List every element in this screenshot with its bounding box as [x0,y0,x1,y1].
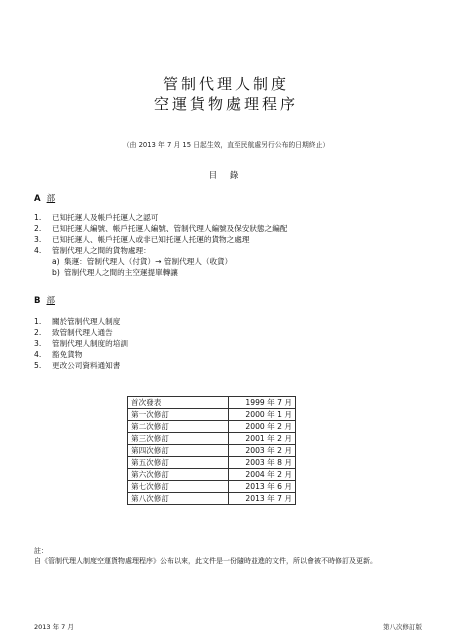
list-subitem-number: a) [52,257,60,266]
table-row [128,469,296,481]
list-item-text: 關於管制代理人制度 [52,317,121,326]
list-item-text: 管制代理人制度的培訓 [52,339,128,348]
list-item-text: 已知托運人、帳戶托運人或非已知托運人托運的貨物之處理 [52,235,250,244]
revision-label: 第七次修訂 [128,481,229,493]
list-subitem [34,256,287,267]
part-a-heading [34,192,55,204]
list-item-text: 豁免貨物 [52,350,83,359]
list-item-number: 1. [34,317,42,326]
revision-label: 第六次修訂 [128,469,229,481]
title-block [0,74,452,114]
revision-date: 2000 年 1 月 [229,409,296,421]
revision-label: 第八次修訂 [128,493,229,505]
list-item-number: 3. [34,235,42,244]
list-item-text: 已知托運人及帳戶托運人之認可 [52,213,159,222]
revision-date: 2003 年 2 月 [229,445,296,457]
table-row [128,421,296,433]
revision-label: 首次發表 [128,397,229,409]
list-item-number: 5. [34,361,42,370]
list-item-number: 3. [34,339,42,348]
revision-date: 1999 年 7 月 [229,397,296,409]
table-row [128,445,296,457]
list-item-number: 4. [34,246,42,255]
revision-date: 2013 年 6 月 [229,481,296,493]
part-a-word: 部 [46,194,56,204]
list-subitem-text: 集運：管制代理人（付貨）→ 管制代理人（收貨） [64,257,233,266]
revision-date: 2001 年 2 月 [229,433,296,445]
table-row [128,493,296,505]
list-item-text: 管制代理人之間的貨物處理： [52,246,151,255]
revision-label: 第四次修訂 [128,445,229,457]
footer-date: 2013 年 7 月 [34,623,74,631]
part-b-word: 部 [46,296,55,306]
list-item-text: 致管制代理人通告 [52,328,113,337]
list-item-text: 已知托運人編號、帳戶托運人編號、管制代理人編號及保安狀態之編配 [52,224,288,233]
list-subitem [34,267,287,278]
list-item [34,212,287,223]
part-b-letter: B [34,296,41,306]
part-b-heading [34,294,55,306]
list-item-number: 1. [34,213,42,222]
list-item [34,316,128,327]
list-item-text: 更改公司資料通知書 [52,361,121,370]
list-subitem-number: b) [52,268,60,277]
table-row [128,481,296,493]
revision-date: 2013 年 7 月 [229,493,296,505]
table-row [128,397,296,409]
document-title-line1: 管制代理人制度 [162,75,289,93]
revision-date: 2000 年 2 月 [229,421,296,433]
part-b-list [34,316,128,371]
table-row [128,457,296,469]
list-item [34,349,128,360]
note-label: 註： [34,547,48,555]
footer-edition: 第八次修訂版 [383,623,422,631]
list-item [34,327,128,338]
list-item [34,234,287,245]
document-title-line2: 空運貨物處理程序 [153,95,298,113]
list-item-number: 2. [34,328,42,337]
revision-label: 第二次修訂 [128,421,229,433]
list-item [34,360,128,371]
toc-heading: 目 錄 [208,171,244,181]
part-a-letter: A [34,194,41,204]
table-row [128,433,296,445]
list-item-number: 2. [34,224,42,233]
effective-date-note: （由 2013 年 7 月 15 日起生效，直至民航處另行公布的日期終止） [122,141,330,149]
list-subitem-text: 管制代理人之間的主空運提單轉讓 [64,268,178,277]
list-item [34,245,287,256]
revision-label: 第一次修訂 [128,409,229,421]
revision-date: 2004 年 2 月 [229,469,296,481]
revision-date: 2003 年 8 月 [229,457,296,469]
revision-label: 第三次修訂 [128,433,229,445]
note-text: 自《管制代理人制度空運貨物處理程序》公布以來，此文件是一份隨時並進的文件，所以會被不時修訂及更新。 [34,557,377,565]
list-item [34,338,128,349]
table-row [128,409,296,421]
list-item-number: 4. [34,350,42,359]
revision-history-table [127,396,296,505]
revision-label: 第五次修訂 [128,457,229,469]
list-item [34,223,287,234]
part-a-list [34,212,287,278]
